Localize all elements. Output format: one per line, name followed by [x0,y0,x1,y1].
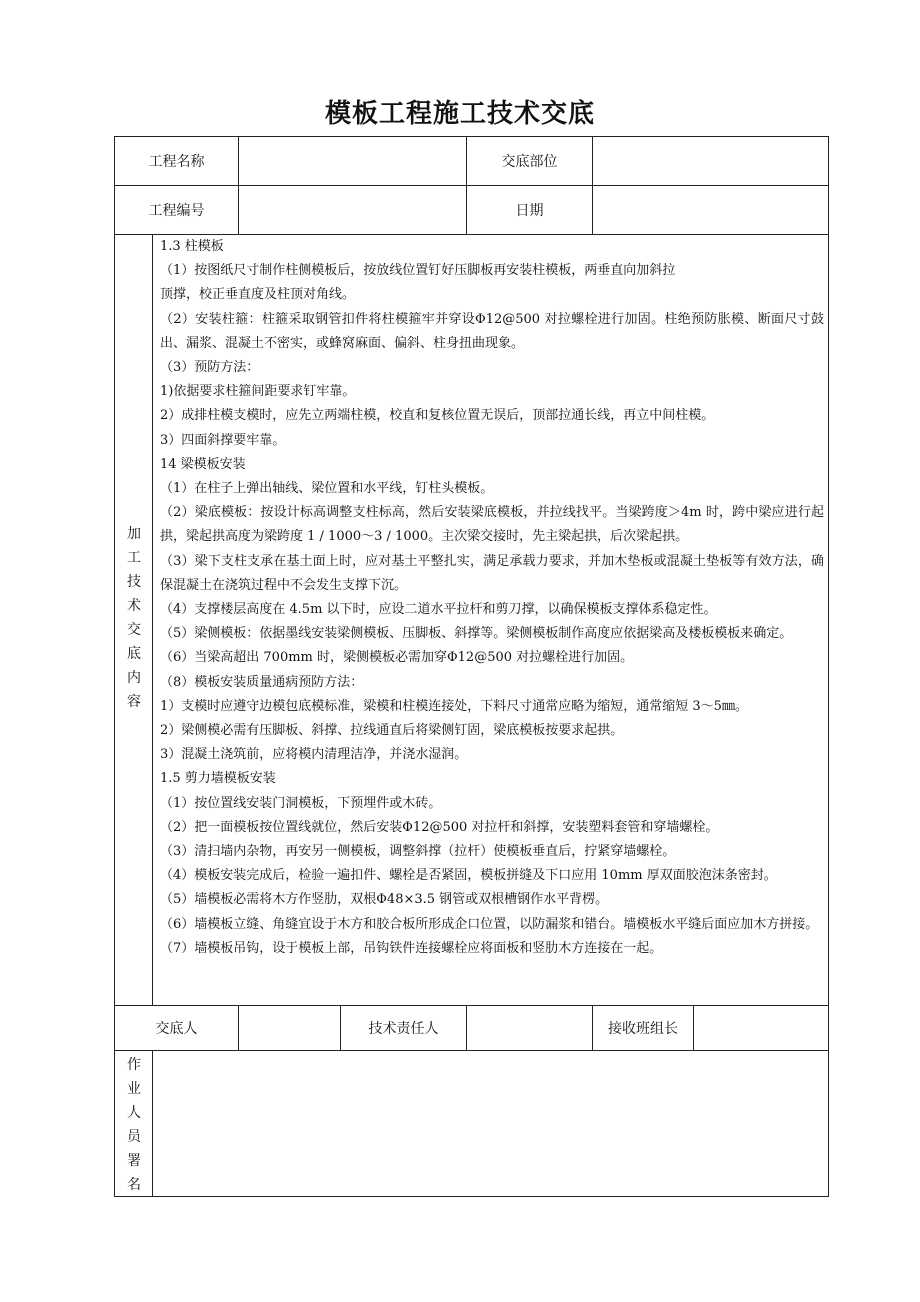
label-char: 人 [127,1105,141,1121]
content-line: 2）成排柱模支模时，应先立两端柱模，校直和复核位置无误后，顶部拉通长线，再立中间柱模。 [160,408,715,424]
handover-part-value[interactable] [593,137,828,185]
content-line: （1）按图纸尺寸制作柱侧模板后，按放线位置钉好压脚板再安装柱模板，两垂直向加斜拉 [160,263,676,279]
label-char: 技 [127,574,141,590]
label-char: 术 [127,598,141,614]
label-char: 署 [127,1153,141,1169]
handover-person-value[interactable] [239,1006,340,1050]
handover-part-label: 交底部位 [501,154,558,170]
label-char: 作 [127,1057,141,1073]
label-char: 业 [127,1081,141,1097]
content-line: （3）梁下支柱支承在基土面上时，应对基土平整扎实，满足承载力要求，并加木垫板或混凝土垫板等有效方法，确保混凝土在浇筑过程中不会发生支撑下沉。 [160,553,824,593]
label-char: 容 [127,694,141,710]
content-line: （8）模板安装质量通病预防方法： [160,674,364,690]
handover-content [160,235,824,961]
handover-form [114,136,829,1197]
content-line: （4）模板安装完成后，检验一遍扣件、螺栓是否紧固，模板拼缝及下口应用 10mm 厚双面胶泡沫条密封。 [160,868,777,884]
label-char: 交 [127,622,141,638]
workers-section-label [115,1053,153,1197]
team-leader-value[interactable] [694,1006,828,1050]
date-value[interactable] [593,186,828,234]
project-name-value[interactable] [239,137,466,185]
project-no-label: 工程编号 [148,203,205,219]
content-line: （4）支撑楼层高度在 4.5m 以下时，应设二道水平拉杆和剪刀撑，以确保模板支撑体系稳定性。 [160,602,717,618]
content-line: 3）四面斜撑要牢靠。 [160,432,286,448]
content-line: 14 梁模板安装 [160,456,246,472]
content-line: （2）把一面模板按位置线就位，然后安装Φ12@500 对拉杆和斜撑，安装塑料套管和穿墙螺栓。 [160,819,719,835]
project-no-value[interactable] [239,186,466,234]
content-section-label [115,522,153,714]
content-line: 1)依据要求柱箍间距要求钉牢靠。 [160,384,356,400]
label-char: 员 [127,1129,141,1145]
workers-signature-area[interactable] [153,1051,828,1196]
document-title: 模板工程施工技术交底 [324,99,595,129]
content-line: （7）墙模板吊钩，设于模板上部，吊钩铁件连接螺栓应将面板和竖肋木方连接在一起。 [160,940,663,956]
tech-lead-value[interactable] [467,1006,592,1050]
label-char: 底 [127,646,141,662]
project-name-label: 工程名称 [148,154,205,170]
label-char: 工 [127,550,141,566]
tech-lead-label: 技术责任人 [368,1021,439,1037]
content-line: （5）墙模板必需将木方作竖肋，双根Φ48×3.5 钢管或双根槽钢作水平背楞。 [160,892,609,908]
content-line: （3）预防方法： [160,360,260,376]
content-line: （5）梁侧模板：依据墨线安装梁侧模板、压脚板、斜撑等。梁侧模板制作高度应依据梁高及楼板模板来确定。 [160,626,793,642]
label-char: 名 [127,1177,141,1193]
content-line: （3）清扫墙内杂物，再安另一侧模板，调整斜撑（拉杆）使模板垂直后，拧紧穿墙螺栓。 [160,844,676,860]
content-line: （2）安装柱箍：柱箍采取钢管扣件将柱模箍牢并穿设Φ12@500 对拉螺栓进行加固。柱绝预防胀模、断面尺寸鼓出、漏浆、混凝土不密实，或蜂窝麻面、偏斜、柱身扭曲现象。 [160,311,824,351]
label-char: 内 [127,670,141,686]
content-line: 1.5 剪力墙模板安装 [160,771,276,787]
content-line: （2）梁底模板：按设计标高调整支柱标高，然后安装梁底模板，并拉线找平。当梁跨度＞4m 时，跨中梁应进行起拱，梁起拱高度为梁跨度 1 / 1000～3 / 1000。主次梁交接时，先主梁起拱，后次梁起拱。 [160,505,824,545]
content-line: （1）按位置线安装门洞模板，下预埋件或木砖。 [160,795,442,811]
handover-person-label: 交底人 [155,1021,198,1037]
content-line: 1.3 柱模板 [160,239,224,254]
content-line: 2）梁侧模必需有压脚板、斜撑、拉线通直后将梁侧钉固，梁底模板按要求起拱。 [160,723,624,739]
content-line: （1）在柱子上弹出轴线、梁位置和水平线，钉柱头模板。 [160,481,494,497]
content-line: （6）墙模板立缝、角缝宜设于木方和胶合板所形成企口位置，以防漏浆和错台。墙模板水平缝后面应加木方拼接。 [160,916,819,932]
date-label: 日期 [515,203,544,219]
label-char: 加 [127,526,141,542]
content-line: （6）当梁高超出 700mm 时，梁侧模板必需加穿Φ12@500 对拉螺栓进行加固。 [160,650,634,666]
content-line: 1）支模时应遵守边模包底模标准，梁模和柱模连接处，下料尺寸通常应略为缩短，通常缩短 3～5㎜。 [160,698,748,714]
content-line: 3）混凝土浇筑前，应将模内清理洁净，并浇水湿润。 [160,747,468,763]
content-line: 顶撑，校正垂直度及柱顶对角线。 [160,287,356,303]
team-leader-label: 接收班组长 [608,1021,678,1037]
